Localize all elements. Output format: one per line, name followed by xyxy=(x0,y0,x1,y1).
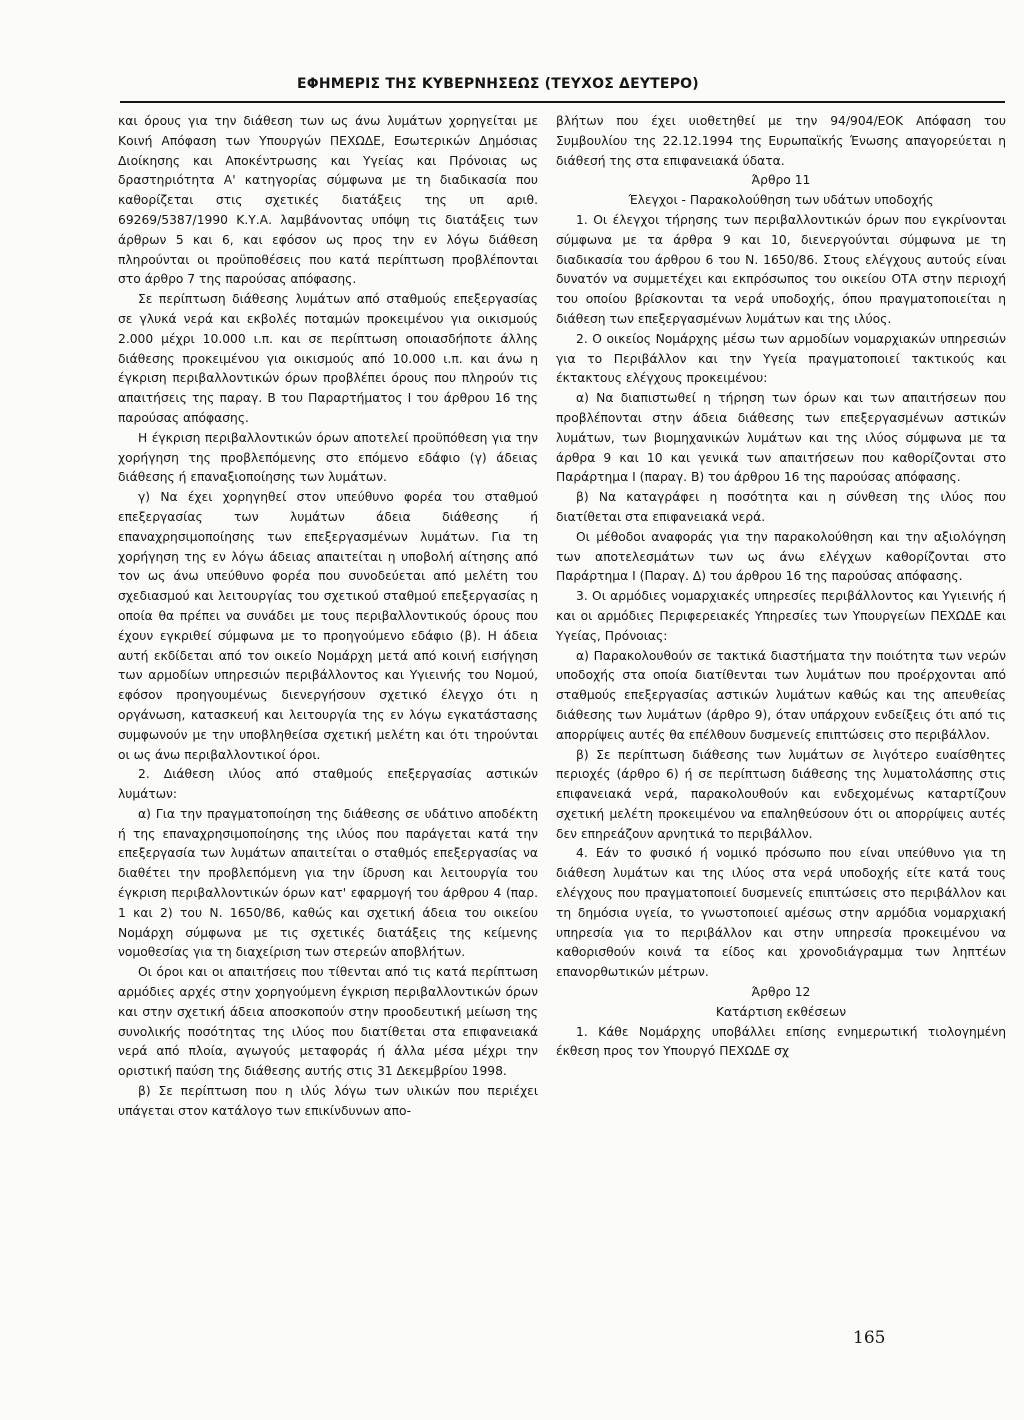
paragraph: α) Να διαπιστωθεί η τήρηση των όρων και των απαιτήσεων που προβλέπονται στην άδεια διάθεσης των επεξεργασμένων αστικών λυμάτων, των βιομηχανικών λυμάτων και της ιλύος σύμφωνα με τα άρθρα 9 και 10 και γενικά των απαιτήσεων που καθορίζονται στο Παράρτημα Ι (παραγ. Β) του άρθρου 16 της παρούσας απόφασης. xyxy=(556,391,1006,485)
paragraph: 2. Ο οικείος Νομάρχης μέσω των αρμοδίων νομαρχιακών υπηρεσιών για το Περιβάλλον και την Υγεία πραγματοποιεί τακτικούς και έκτακτους ελέγχους προκειμένου: xyxy=(556,331,1006,386)
paragraph: 1. Κάθε Νομάρχης υποβάλλει επίσης ενημερωτική τιολογημένη έκθεση προς τον Υπουργό ΠΕΧΩΔΕ σχ xyxy=(556,1024,1006,1059)
left-column xyxy=(118,112,538,1122)
paragraph: 1. Οι έλεγχοι τήρησης των περιβαλλοντικών όρων που εγκρίνονται σύμφωνα με τα άρθρα 9 και 10, διενεργούνται σύμφωνα με τη διαδικασία του άρθρου 6 του Ν. 1650/86. Στους ελέγχους αυτούς είναι δυνατόν να συμμετέχει και εκπρόσωπος του οικείου ΟΤΑ στην περιοχή του οποίου βρίσκονται τα νερά υποδοχής, όπου πραγματοποιείται η διάθεση των επεξεργασμένων λυμάτων και της ιλύος. xyxy=(556,212,1006,326)
article-11-title: Έλεγχοι - Παρακολούθηση των υδάτων υποδοχής xyxy=(628,193,934,208)
paragraph: Οι όροι και οι απαιτήσεις που τίθενται από τις κατά περίπτωση αρμόδιες αρχές στην χορηγούμενη έγκριση περιβαλλοντικών όρων και στην σχετική άδεια αποσκοπούν στην προοδευτική μείωση της συνολικής ποσότητας της ιλύος που διατίθεται στα επιφανειακά νερά από πλοία, αγωγούς μεταφοράς ή άλλα μέσα μέχρι την οριστική παύση της διάθεσης αυτής στις 31 Δεκεμβρίου 1998. xyxy=(118,965,538,1079)
article-12-heading: Άρθρο 12 xyxy=(751,985,811,1000)
paragraph: Σε περίπτωση διάθεσης λυμάτων από σταθμούς επεξεργασίας σε γλυκά νερά και εκβολές ποταμών προκειμένου για οικισμούς 2.000 μέχρι 10.000 ι.π. και σε περίπτωση οποιασδήποτε άλλης διάθεσης προκειμένου για οικισμούς από 10.000 ι.π. και άνω η έγκριση περιβαλλοντικών όρων προβλέπει όρους που πληρούν τις απαιτήσεις της παραγ. Β του Παραρτήματος Ι του άρθρου 16 της παρούσας απόφασης. xyxy=(118,292,538,425)
paragraph: 3. Οι αρμόδιες νομαρχιακές υπηρεσίες περιβάλλοντος και Υγιεινής ή και οι αρμόδιες Περιφερειακές Υπηρεσίες των Υπουργείων ΠΕΧΩΔΕ και Υγείας, Πρόνοιας: xyxy=(556,589,1006,643)
paragraph: γ) Να έχει χορηγηθεί στον υπεύθυνο φορέα του σταθμού επεξεργασίας των λυμάτων άδεια διάθεσης ή επαναχρησιμοποίησης των επεξεργασμένων λυμάτων. Για τη χορήγηση της εν λόγω άδειας απαιτείται η υποβολή αίτησης από τον ως άνω υπεύθυνο φορέα που συνοδεύεται από μελέτη του σχεδιασμού και λειτουργίας του σχετικού σταθμού επεξεργασίας η οποία θα πρέπει να συνάδει με τους περιβαλλοντικούς όρους που έχουν εγκριθεί σύμφωνα με το προηγούμενο εδάφιο (β). Η άδεια αυτή εκδίδεται από τον οικείο Νομάρχη μετά από κοινή εισήγηση των αρμοδίων υπηρεσιών περιβάλλοντος και Υγιεινής του Νομού, εφόσον προηγουμένως διενεργήσουν σχετικό έλεγχο ότι η οργάνωση, κατασκευή και λειτουργία της εν λόγω εγκατάστασης συμφωνούν με την υποβληθείσα σχετική μελέτη και ότι τηρούνται οι ως άνω περιβαλλοντικοί όροι. xyxy=(118,490,538,762)
paragraph: Η έγκριση περιβαλλοντικών όρων αποτελεί προϋπόθεση για την χορήγηση της προβλεπόμενης στο επόμενο εδάφιο (γ) άδειας διάθεσης ή επαναξιοποίησης των λυμάτων. xyxy=(118,430,538,485)
article-12-title: Κατάρτιση εκθέσεων xyxy=(715,1004,847,1019)
paragraph: Οι μέθοδοι αναφοράς για την παρακολούθηση και την αξιολόγηση των αποτελεσμάτων των ως άνω ελέγχων καθορίζονται στο Παράρτημα Ι (Παραγ. Δ) του άρθρου 16 της παρούσας απόφασης. xyxy=(556,529,1006,584)
article-11-heading: Άρθρο 11 xyxy=(751,173,811,188)
paragraph: βλήτων που έχει υιοθετηθεί με την 94/904/ΕΟΚ Απόφαση του Συμβουλίου της 22.12.1994 της Ευρωπαϊκής Ένωσης απαγορεύεται η διάθεσή της στα επιφανειακά ύδατα. xyxy=(556,114,1006,168)
page-number: 165 xyxy=(853,1328,886,1348)
paragraph: β) Σε περίπτωση διάθεσης των λυμάτων σε λιγότερο ευαίσθητες περιοχές (άρθρο 6) ή σε περίπτωση διάθεσης της λυματολάσπης στις επιφανειακά νερά, παρακολουθούν και ενδεχομένως καταρτίζουν σχετική μελέτη προκειμένου να επαληθεύσουν ότι οι απορρίψεις αυτές δεν επηρεάζουν αρνητικά το περιβάλλον. xyxy=(556,747,1006,841)
right-column xyxy=(556,112,1006,1062)
paragraph: 4. Εάν το φυσικό ή νομικό πρόσωπο που είναι υπεύθυνο για τη διάθεση λυμάτων και της ιλύος στα νερά υποδοχής είτε κατά τους ελέγχους που πραγματοποιεί δυσμενείς επιπτώσεις στο περιβάλλον και τη δημόσια υγεία, το γνωστοποιεί αμέσως στην αρμόδια νομαρχιακή υπηρεσία για το περιβάλλον και στην υπηρεσία προκειμένου να καθορισθούν κοινά τα είδος και χρονοδιάγραμμα των ληπτέων επανορθωτικών μέτρων. xyxy=(556,846,1006,980)
paragraph: β) Να καταγράφει η ποσότητα και η σύνθεση της ιλύος που διατίθεται στα επιφανειακά νερά. xyxy=(556,490,1006,524)
paragraph: β) Σε περίπτωση που η ιλύς λόγω των υλικών που περιέχει υπάγεται στον κατάλογο των επικίνδυνων απο- xyxy=(118,1084,538,1118)
paragraph: α) Για την πραγματοποίηση της διάθεσης σε υδάτινο αποδέκτη ή της επαναχρησιμοποίησης της ιλύος που παράγεται κατά την επεξεργασία των λυμάτων απαιτείται ο σταθμός επεξεργασίας να διαθέτει την προβλεπόμενη για την ίδρυση και λειτουργία του έγκριση περιβαλλοντικών όρων κατ' εφαρμογή του άρθρου 4 (παρ. 1 και 2) του Ν. 1650/86, καθώς και σχετική άδεια του οικείου Νομάρχη σύμφωνα με τις σχετικές διατάξεις της κείμενης νομοθεσίας για τη διαχείριση των στερεών αποβλήτων. xyxy=(118,806,538,960)
gazette-header: ΕΦΗΜΕΡΙΣ ΤΗΣ ΚΥΒΕΡΝΗΣΕΩΣ (ΤΕΥΧΟΣ ΔΕΥΤΕΡΟ) xyxy=(297,76,699,92)
paragraph: 2. Διάθεση ιλύος από σταθμούς επεξεργασίας αστικών λυμάτων: xyxy=(118,767,538,802)
paragraph: και όρους για την διάθεση των ως άνω λυμάτων χορηγείται με Κοινή Απόφαση των Υπουργών ΠΕΧΩΔΕ, Εσωτερικών Δημόσιας Διοίκησης και Αποκέντρωσης και Υγείας και Πρόνοιας ως δραστηριότητα Α' κατηγορίας σύμφωνα με τη διαδικασία που καθορίζεται στις σχετικές διατάξεις της υπ αριθ. 69269/5387/1990 Κ.Υ.Α. λαμβάνοντας υπόψη τις διατάξεις των άρθρων 5 και 6, και εφόσον ως προς την εν λόγω διάθεση πληρούνται οι προϋποθέσεις που κατά περίπτωση προβλέπονται στο άρθρο 7 της παρούσας απόφασης. xyxy=(118,114,538,287)
paragraph: α) Παρακολουθούν σε τακτικά διαστήματα την ποιότητα των νερών υποδοχής στα οποία διατίθενται των λυμάτων που προέρχονται από σταθμούς επεξεργασίας αστικών λυμάτων καθώς και της απευθείας διάθεσης των λυμάτων (άρθρο 9), όταν υπάρχουν ενδείξεις ότι από τις απορρίψεις αυτές θα επέλθουν δυσμενείς επιπτώσεις στο περιβάλλον. xyxy=(556,648,1006,742)
header-rule xyxy=(120,101,1005,103)
